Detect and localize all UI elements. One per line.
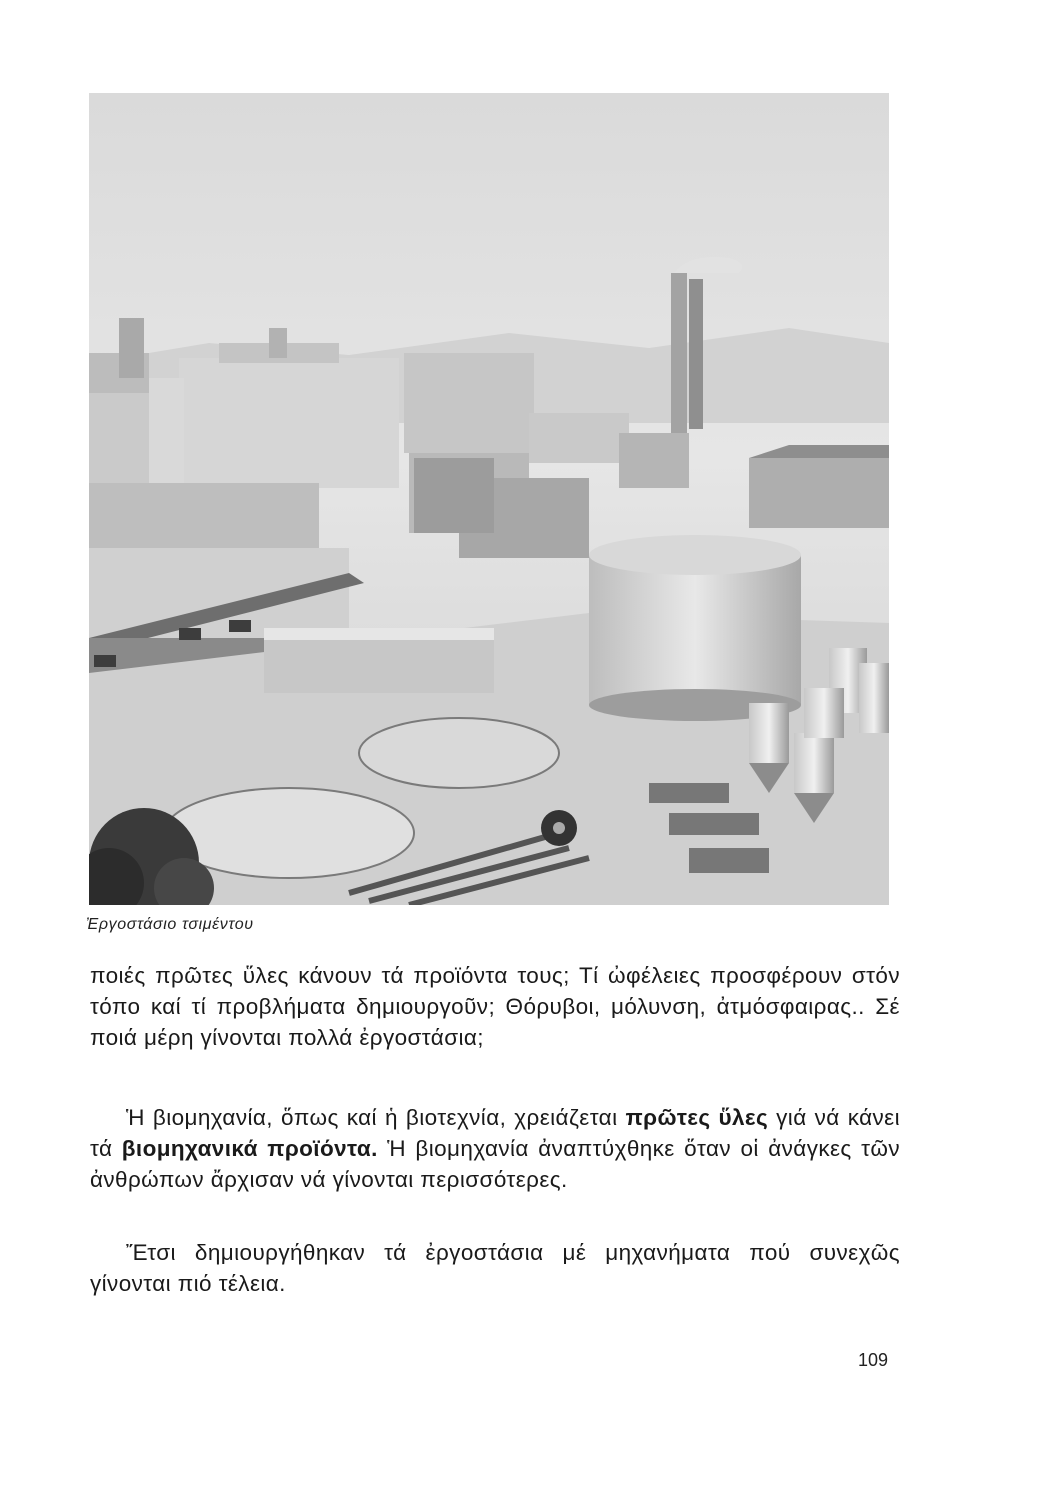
cement-factory-photo (89, 93, 889, 905)
keyword-raw-materials: πρῶτες ὕλες (625, 1105, 769, 1130)
keyword-industrial-products: βιομηχανικά προϊόντα. (121, 1136, 378, 1162)
paragraph-2-part-3: Ἡ βιομηχανία ἀναπτύχθηκε ὅταν οἱ ἀνάγκες τῶν ἀνθρώπων ἄρχισαν νά γίνονται περισσότερες. (90, 1136, 900, 1193)
paragraph-2-part-2: γιά νά κάνει τά (90, 1105, 901, 1162)
paragraph-3: Ἔτσι δημιουργήθηκαν τά ἐργοστάσια μέ μηχανήματα πού συνεχῶς γίνονται πιό τέλεια. (90, 1240, 900, 1297)
paragraph-2-part-1: Ἡ βιομηχανία, ὅπως καί ἡ βιοτεχνία, χρειάζεται (126, 1105, 626, 1130)
paragraph-1: ποιές πρῶτες ὕλες κάνουν τά προϊόντα τους; Τί ὠφέλειες προσφέρουν στόν τόπο καί τί προβλήματα δημιουργοῦν; Θόρυβοι, μόλυνση, ἀτμόσφαιρας.. Σέ ποιά μέρη γίνονται πολλά ἐργοστάσια; (90, 963, 900, 1051)
page-number: 109 (858, 1350, 889, 1370)
photo-caption: Ἐργοστάσιο τσιμέντου (86, 916, 254, 933)
paragraph-2 (90, 1102, 900, 1196)
